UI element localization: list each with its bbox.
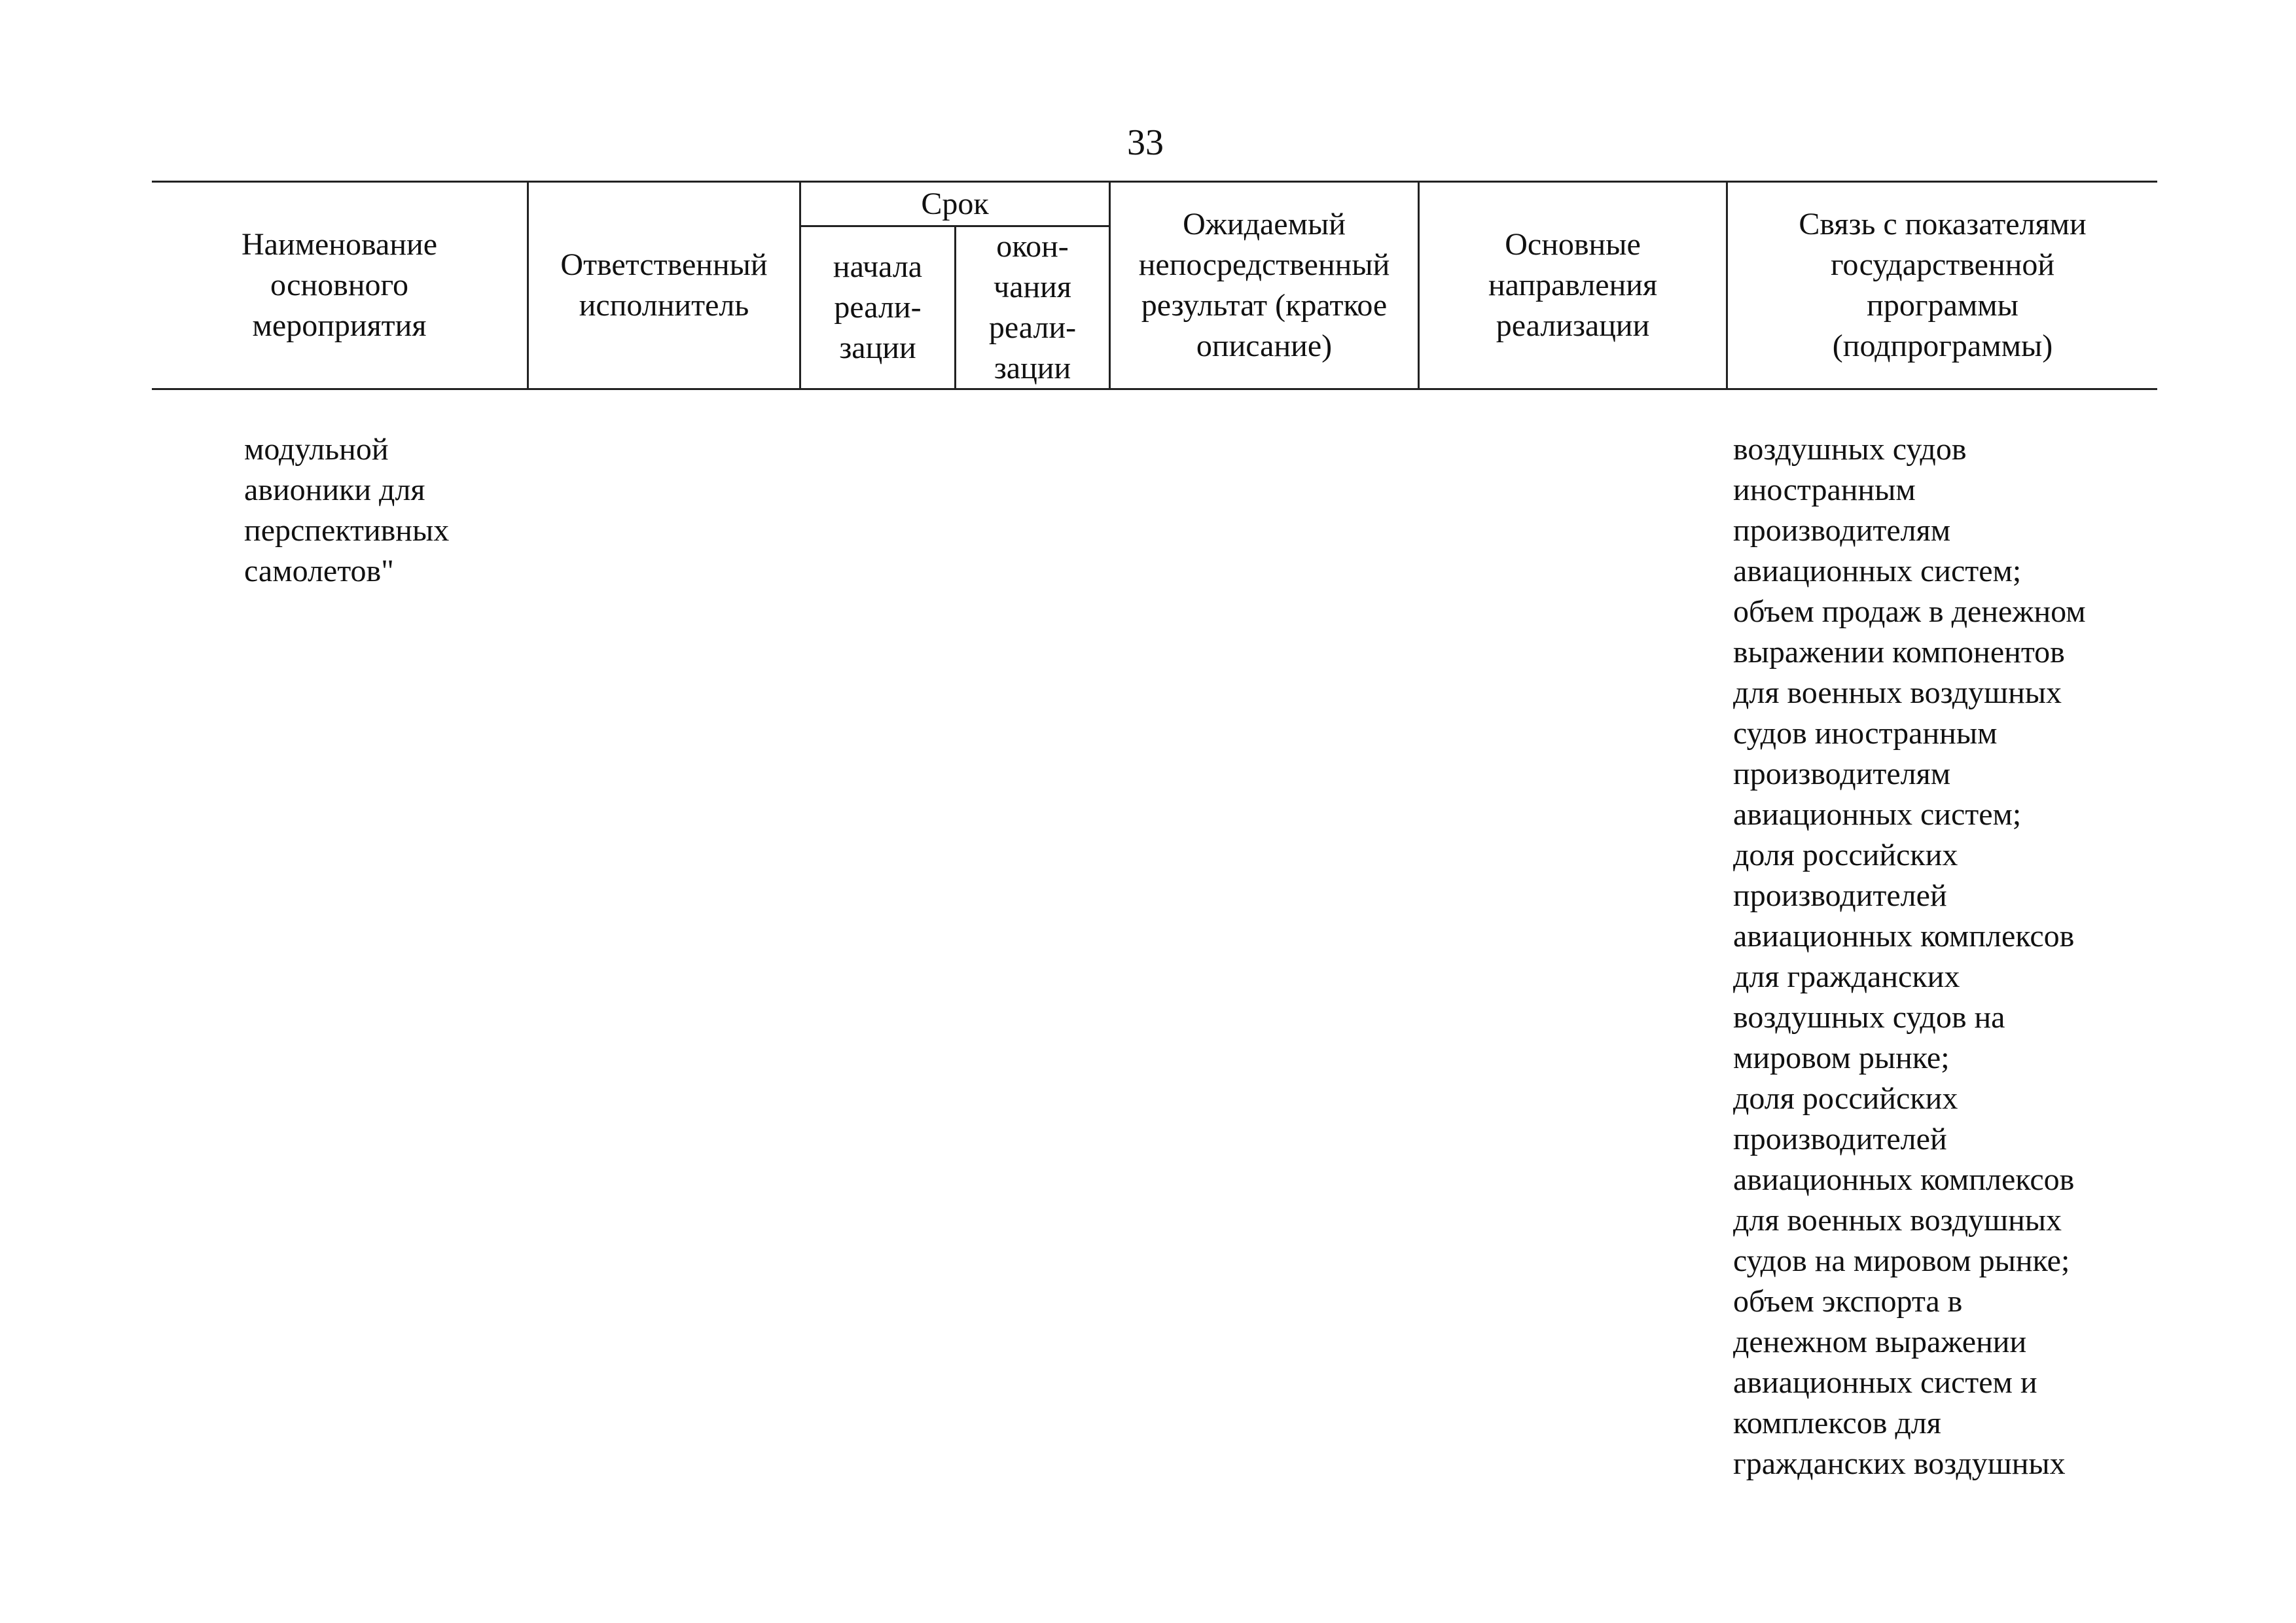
header-name: Наименование основного мероприятия xyxy=(241,227,438,343)
header-end: окон- чания реали- зации xyxy=(988,229,1077,385)
header-start: начала реали- зации xyxy=(833,249,923,365)
page-number: 33 xyxy=(1127,122,1164,163)
header-responsible: Ответственный исполнитель xyxy=(560,247,768,323)
indicators-link-cell: воздушных судов иностранным производителям авиационных систем; объем продаж в денежном выражении компонентов для военных воздушных судов иностранным производителям авиационных систем; доля российских производителей авиационных комплексов для гражданских воздушных судов на мировом рынке; доля российских производителей авиационных комплексов для военных воздушных судов на мировом рынке; объем экспорта в денежном выражении авиационных систем и комплексов для гражданских воздушных xyxy=(1733,432,2086,1481)
table-header xyxy=(152,181,2157,390)
header-srok: Срок xyxy=(921,186,989,221)
header-directions: Основные направления реализации xyxy=(1488,227,1658,343)
header-expected-result: Ожидаемый непосредственный результат (краткое описание) xyxy=(1138,207,1390,363)
header-indicators-link: Связь с показателями государственной программы (подпрограммы) xyxy=(1799,207,2087,363)
activity-name-cell: модульной авионики для перспективных самолетов" xyxy=(244,432,450,588)
